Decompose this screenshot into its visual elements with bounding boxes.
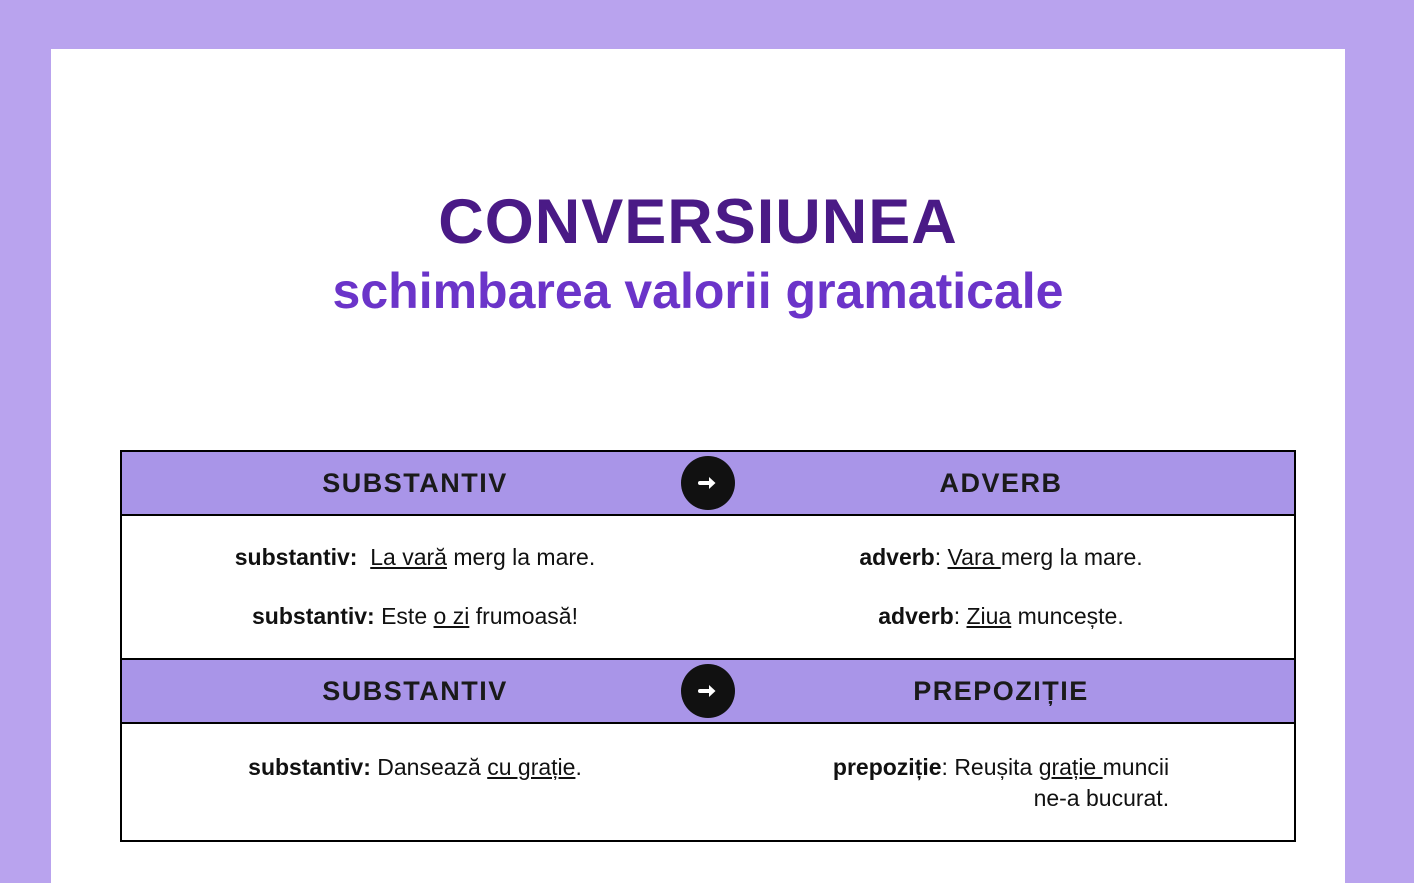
cell-underlined: grație [1038, 754, 1103, 781]
header-left-2: SUBSTANTIV [322, 675, 508, 706]
cell-right-inner [833, 752, 1169, 814]
table-row [122, 724, 1294, 840]
cell-underlined: cu grație [487, 754, 576, 781]
table-row [122, 516, 1294, 573]
header-right-1: ADVERB [939, 467, 1063, 498]
cell-colon: : [953, 603, 967, 630]
cell-underlined: Ziua [966, 603, 1012, 630]
table-header-row-1 [122, 452, 1294, 516]
title-block [51, 49, 1345, 321]
cell-rest: merg la mare. [1000, 544, 1143, 570]
cell-rest: merg la mare. [446, 544, 596, 570]
cell-lead: substantiv: [234, 544, 358, 570]
cell-underlined: La vară [370, 544, 447, 570]
arrow-right-circle-icon [681, 664, 735, 718]
cell-lead: adverb [878, 603, 954, 630]
cell-left-1-2 [122, 601, 708, 632]
cell-pre: Dansează [370, 754, 488, 781]
cell-pre: Este [374, 603, 434, 630]
cell-rest: frumoasă! [469, 603, 578, 630]
cell-lead: substantiv: [252, 603, 375, 630]
cell-left-1-1 [122, 542, 708, 573]
cell-underlined: Vara [947, 544, 1001, 570]
header-left-1: SUBSTANTIV [322, 467, 508, 498]
table-row [122, 573, 1294, 658]
table-body-2 [122, 724, 1294, 840]
page-subtitle: schimbarea valorii gramaticale [332, 263, 1064, 320]
cell-left-2-1 [122, 752, 708, 814]
cell-rest: muncii [1102, 754, 1170, 781]
cell-colon: : [941, 754, 955, 781]
cell-pre: Reușita [954, 754, 1039, 781]
conversion-table [120, 450, 1296, 842]
cell-underlined: o zi [433, 603, 470, 630]
cell-lead: substantiv: [248, 754, 371, 781]
cell-rest: . [575, 754, 582, 781]
cell-right-1-2 [708, 601, 1294, 632]
arrow-right-circle-icon [681, 456, 735, 510]
cell-right-1-1 [708, 542, 1294, 573]
cell-second-line: ne-a bucurat. [1033, 785, 1170, 812]
slide-card [51, 49, 1345, 883]
page-title: CONVERSIUNEA [438, 187, 958, 257]
table-header-row-2 [122, 658, 1294, 724]
cell-right-2-1 [708, 752, 1294, 814]
cell-rest: muncește. [1011, 603, 1124, 630]
table-body-1 [122, 516, 1294, 658]
cell-lead: prepoziție [832, 754, 942, 781]
header-right-2: PREPOZIȚIE [913, 675, 1089, 706]
cell-lead: adverb [859, 544, 935, 570]
cell-colon: : [934, 544, 948, 570]
